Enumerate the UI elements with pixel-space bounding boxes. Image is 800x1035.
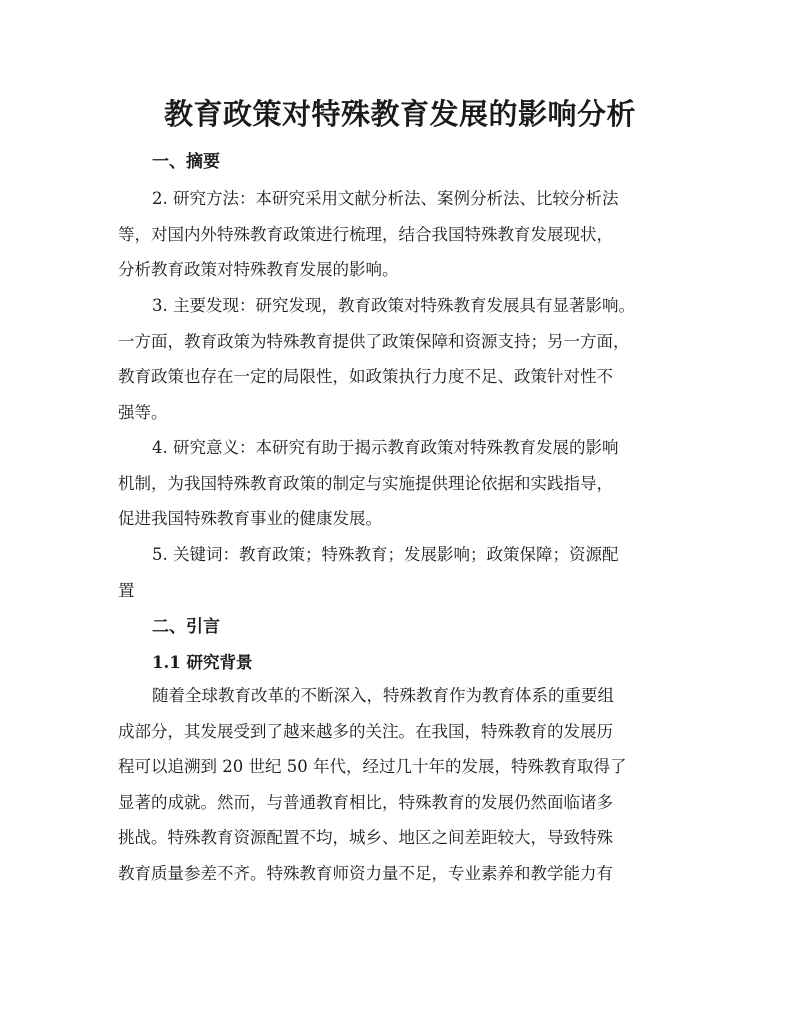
section-heading-introduction: 二、引言 <box>152 617 220 637</box>
text-line: 教育政策也存在一定的局限性，如政策执行力度不足、政策针对性不 <box>118 367 613 386</box>
text-line: 4. 研究意义：本研究有助于揭示教育政策对特殊教育发展的影响 <box>152 438 619 457</box>
text-line: 等，对国内外特殊教育政策进行梳理，结合我国特殊教育发展现状， <box>118 224 613 244</box>
document-title: 教育政策对特殊教育发展的影响分析 <box>163 97 636 131</box>
text-line: 分析教育政策对特殊教育发展的影响。 <box>118 260 399 279</box>
text-line: 3. 主要发现：研究发现，教育政策对特殊教育发展具有显著影响。 <box>152 296 635 315</box>
abstract-paragraph-keywords <box>118 537 698 608</box>
text-line: 强等。 <box>118 402 168 422</box>
text-line: 程可以追溯到 20 世纪 50 年代，经过几十年的发展，特殊教育取得了 <box>118 757 627 776</box>
text-line: 置 <box>118 580 135 600</box>
abstract-paragraph-methods <box>118 181 698 288</box>
introduction-paragraph <box>118 678 698 891</box>
abstract-paragraph-significance <box>118 430 698 537</box>
abstract-paragraph-findings <box>118 288 698 430</box>
section-heading-abstract: 一、摘要 <box>152 152 220 172</box>
text-line: 教育质量参差不齐。特殊教育师资力量不足，专业素养和教学能力有 <box>118 863 613 883</box>
text-line: 机制，为我国特殊教育政策的制定与实施提供理论依据和实践指导， <box>118 473 613 493</box>
text-line: 促进我国特殊教育事业的健康发展。 <box>118 509 382 528</box>
text-line: 随着全球教育改革的不断深入，特殊教育作为教育体系的重要组 <box>152 686 614 705</box>
subsection-heading-background: 1.1 研究背景 <box>152 653 253 672</box>
text-line: 成部分，其发展受到了越来越多的关注。在我国，特殊教育的发展历 <box>118 721 613 741</box>
text-line: 一方面，教育政策为特殊教育提供了政策保障和资源支持；另一方面， <box>118 331 630 351</box>
text-line: 显著的成就。然而，与普通教育相比，特殊教育的发展仍然面临诸多 <box>118 792 613 812</box>
text-line: 5. 关键词：教育政策；特殊教育；发展影响；政策保障；资源配 <box>152 545 619 564</box>
text-line: 2. 研究方法：本研究采用文献分析法、案例分析法、比较分析法 <box>152 189 619 208</box>
text-line: 挑战。特殊教育资源配置不均，城乡、地区之间差距较大，导致特殊 <box>118 828 613 847</box>
